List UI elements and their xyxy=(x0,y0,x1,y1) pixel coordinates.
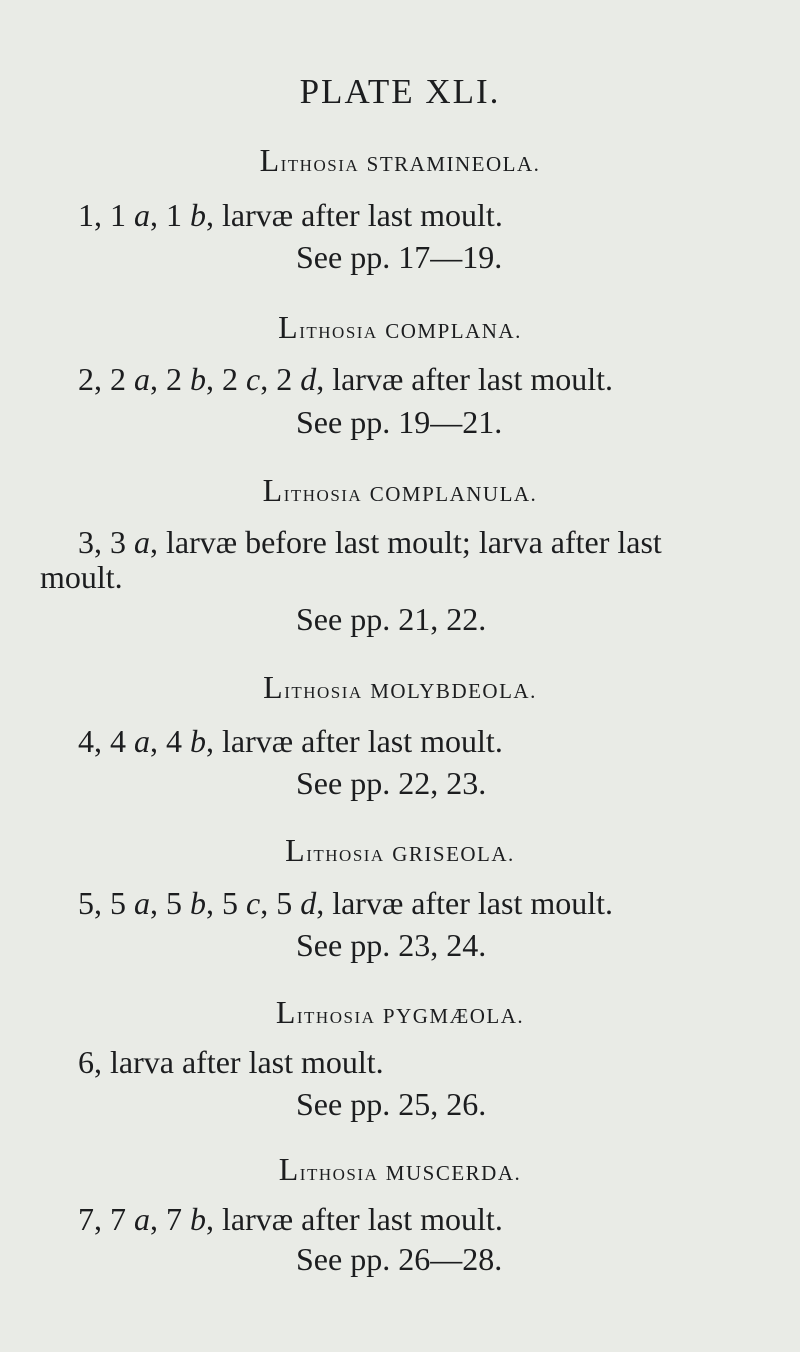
entry-part: , larvæ after last moult. xyxy=(206,197,503,233)
entry-part: c xyxy=(246,885,261,921)
heading-initial: L xyxy=(263,669,285,705)
section-heading xyxy=(0,834,800,866)
page-reference: See pp. 17—19. xyxy=(296,239,503,275)
entry-part: b xyxy=(190,885,206,921)
heading-genus: ithosia xyxy=(306,841,385,867)
entry-part: , larvæ after last moult. xyxy=(206,723,503,759)
entry-part: , 5 xyxy=(206,885,246,921)
entry-part: 6, larva after last moult. xyxy=(78,1044,384,1080)
entry-text xyxy=(78,1203,503,1235)
entry-part: 1, 1 xyxy=(78,197,134,233)
entry-part: , 1 xyxy=(150,197,190,233)
entry-part: b xyxy=(190,723,206,759)
entry-part: , larvæ after last moult. xyxy=(206,1201,503,1237)
entry-part: , 7 xyxy=(150,1201,190,1237)
heading-species: STRAMINEOLA. xyxy=(366,152,541,176)
heading-species: MOLYBDEOLA. xyxy=(370,679,537,703)
page-reference: See pp. 26—28. xyxy=(296,1241,503,1277)
plate-title: PLATE XLI. xyxy=(299,72,501,111)
heading-initial: L xyxy=(262,472,284,508)
entry-part: , 4 xyxy=(150,723,190,759)
entry-part: , 2 xyxy=(150,361,190,397)
entry-part: 7, 7 xyxy=(78,1201,134,1237)
entry-text xyxy=(78,725,503,757)
entry-text xyxy=(78,1046,384,1078)
entry-part: b xyxy=(190,1201,206,1237)
section-heading xyxy=(0,1153,800,1185)
heading-genus: ithosia xyxy=(283,481,363,507)
entry-part: a xyxy=(134,197,150,233)
heading-genus: ithosia xyxy=(284,678,363,704)
entry-part: d xyxy=(300,361,317,397)
entry-part: c xyxy=(246,361,261,397)
entry-part: d xyxy=(300,885,317,921)
entry-text xyxy=(78,526,662,558)
heading-species: GRISEOLA. xyxy=(392,842,515,866)
heading-initial: L xyxy=(285,832,307,868)
entry-part: 4, 4 xyxy=(78,723,134,759)
entry-part: , larvæ before last moult; larva after last xyxy=(150,524,662,560)
entry-part: a xyxy=(134,361,150,397)
page-reference: See pp. 23, 24. xyxy=(296,927,487,963)
entry-continuation: moult. xyxy=(40,559,123,595)
page-reference: See pp. 19—21. xyxy=(296,404,503,440)
section-heading xyxy=(0,474,800,506)
section-heading xyxy=(0,996,800,1028)
heading-genus: ithosia xyxy=(299,1160,379,1186)
heading-genus: ithosia xyxy=(280,151,360,177)
entry-text xyxy=(78,887,613,919)
heading-initial: L xyxy=(278,1151,300,1187)
section-heading xyxy=(0,671,800,703)
heading-initial: L xyxy=(275,994,297,1030)
heading-genus: ithosia xyxy=(296,1003,376,1029)
entry-part: 3, 3 xyxy=(78,524,134,560)
entry-part: a xyxy=(134,723,150,759)
entry-part: b xyxy=(190,361,206,397)
heading-initial: L xyxy=(259,142,281,178)
entry-part: , larvæ after last moult. xyxy=(316,885,614,921)
entry-part: 2, 2 xyxy=(78,361,134,397)
heading-species: PYGMÆOLA. xyxy=(382,1004,525,1028)
entry-part: a xyxy=(134,885,150,921)
page-reference: See pp. 22, 23. xyxy=(296,765,487,801)
heading-genus: ithosia xyxy=(299,318,378,344)
entry-part: , 2 xyxy=(206,361,246,397)
entry-part: a xyxy=(134,524,150,560)
section-heading xyxy=(0,144,800,176)
heading-species: MUSCERDA. xyxy=(385,1161,522,1185)
entry-part: b xyxy=(190,197,206,233)
entry-part: , 5 xyxy=(260,885,301,921)
entry-part: 5, 5 xyxy=(78,885,134,921)
entry-part: , larvæ after last moult. xyxy=(316,361,614,397)
heading-initial: L xyxy=(278,309,300,345)
heading-species: COMPLANA. xyxy=(385,319,522,343)
section-heading xyxy=(0,311,800,343)
page-reference: See pp. 21, 22. xyxy=(296,601,487,637)
entry-text xyxy=(78,363,613,395)
entry-text xyxy=(78,199,503,231)
entry-part: , 2 xyxy=(260,361,301,397)
entry-part: , 5 xyxy=(150,885,190,921)
entry-part: a xyxy=(134,1201,150,1237)
page-reference: See pp. 25, 26. xyxy=(296,1086,487,1122)
heading-species: COMPLANULA. xyxy=(369,482,538,506)
